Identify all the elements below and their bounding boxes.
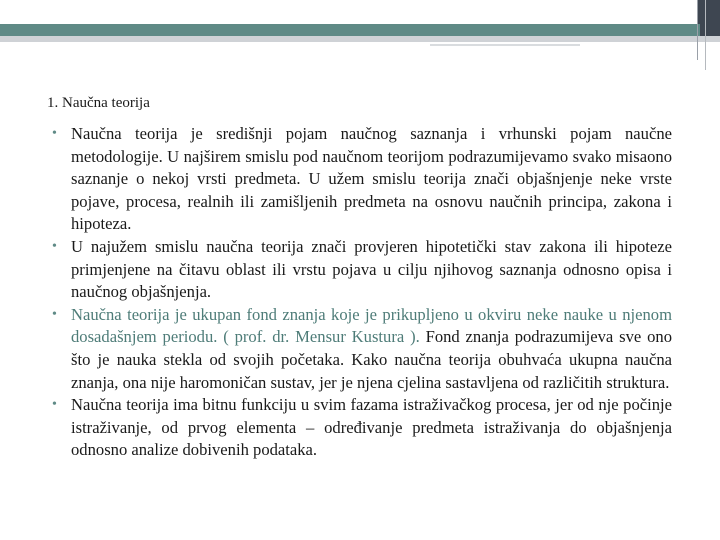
- header-vertical-line: [705, 0, 706, 70]
- bullet-icon: •: [52, 397, 57, 413]
- header-teal-corner: [700, 24, 720, 36]
- bullet-highlight-text: Naučna teorija je ukupan fond znanja koje je prikupljeno u okviru neke nauke u njenom dosadašnjem periodu. ( prof. dr. Mensur Kustura ).: [71, 304, 672, 347]
- bullet-item: [52, 236, 672, 304]
- bullet-icon: •: [52, 126, 57, 141]
- slide-title: 1. Naučna teorija: [47, 95, 150, 111]
- header-teal-stripe: [0, 24, 700, 36]
- bullet-text: U najužem smislu naučna teorija znači provjeren hipotetički stav zakona ili hipoteze primjenjene na čitavu oblast ili vrstu pojava u cilju njihovog saznanja odnosno opisa i naučnog objašnjenja.: [71, 236, 672, 302]
- header-gray-stripe: [0, 36, 720, 42]
- bullet-text: Naučna teorija ima bitnu funkciju u svim fazama istraživačkog procesa, jer od nje počinje istraživanje, od prvog elementa – određivanje predmeta istraživanja do objašnjenja odnosno analize dobivenih podataka.: [71, 395, 672, 460]
- bullet-icon: •: [52, 306, 57, 322]
- header-bar: [0, 0, 720, 24]
- bullet-item: [52, 394, 672, 462]
- bullet-icon: •: [52, 238, 57, 254]
- bullet-item: [52, 304, 672, 394]
- bullet-item: [52, 123, 672, 236]
- bullet-text: Naučna teorija je središnji pojam naučnog saznanja i vrhunski pojam naučne metodologije. U najširem smislu pod naučnom teorijom podrazumijevamo svako misaono saznanje o nekoj vrsti predmeta. U užem smislu teorija znači objašnjenje neke vrste pojave, procesa, realnih ili zamišljenih predmeta na osnovu naučnih principa, zakona i hipoteza.: [71, 124, 672, 234]
- header-vertical-line: [697, 0, 698, 60]
- header-accent-line: [430, 44, 580, 46]
- bullet-list: [52, 123, 672, 462]
- header-corner-block: [697, 0, 720, 24]
- bullet-text: Fond znanja podrazumijeva sve ono što je nauka stekla od svojih početaka. Kako naučna teorija obuhvaća ukupna naučna znanja, ona nije haromoničan sustav, jer je njena cjelina sastavljena od različitih struktura.: [71, 327, 672, 392]
